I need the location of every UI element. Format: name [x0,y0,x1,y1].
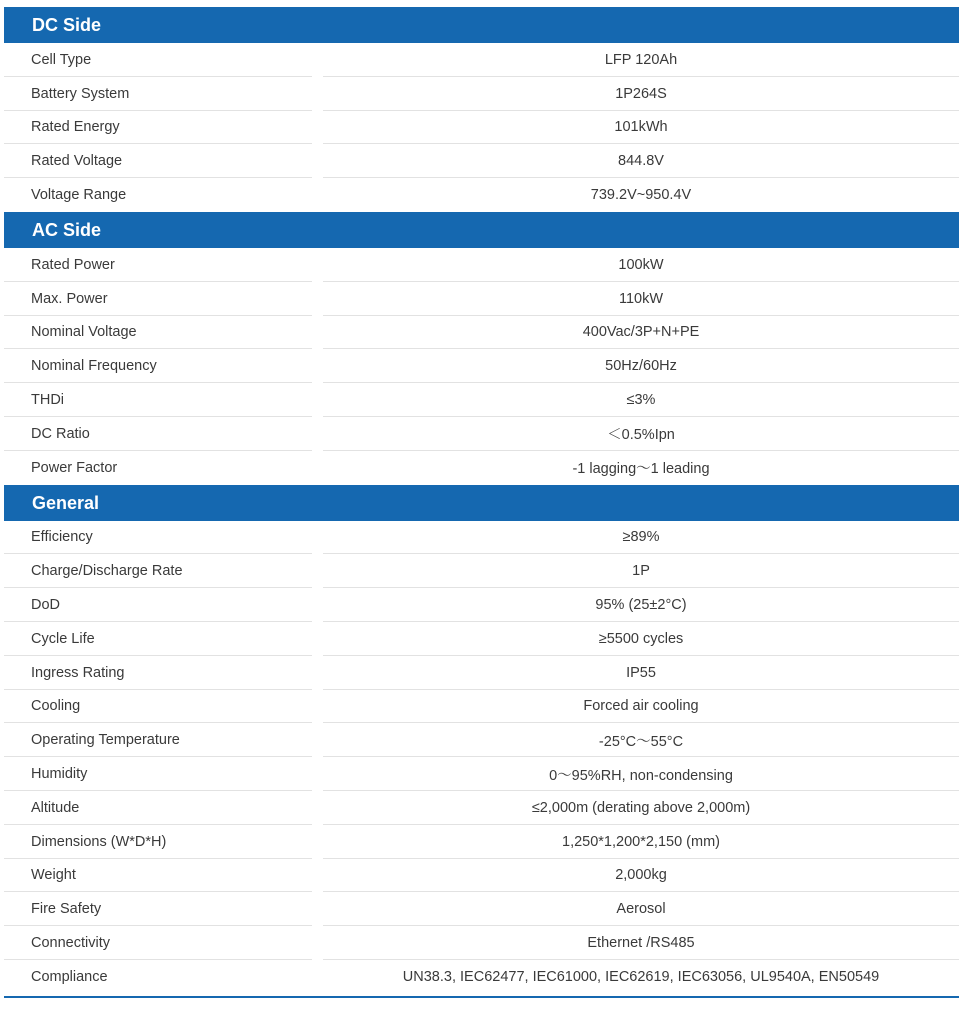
row-value: ≤3% [626,392,656,409]
row-label: DoD [31,597,61,614]
table-row [4,417,959,451]
row-value: 100kW [618,256,664,273]
row-value: IP55 [626,664,656,681]
row-value: 110kW [618,290,664,307]
row-label: Dimensions (W*D*H) [31,833,167,850]
table-row [4,554,959,588]
row-label: Cycle Life [31,630,95,647]
table-row [4,349,959,383]
row-label: Cell Type [31,51,92,68]
row-label: Rated Voltage [31,153,123,170]
table-row [4,316,959,350]
table-row [4,282,959,316]
row-label: Power Factor [31,459,118,476]
row-label: Humidity [31,766,88,783]
row-label: Operating Temperature [31,732,180,749]
table-row [4,178,959,212]
row-value: 2,000kg [615,867,667,884]
row-value: Aerosol [616,901,666,918]
row-value: UN38.3, IEC62477, IEC61000, IEC62619, IEC63056, UL9540A, EN50549 [402,968,880,985]
table-row [4,690,959,724]
table-row [4,588,959,622]
table-row [4,960,959,994]
table-row [4,757,959,791]
table-row [4,825,959,859]
table-row [4,622,959,656]
row-value: 1,250*1,200*2,150 (mm) [562,833,720,850]
row-label: Cooling [31,698,81,715]
table-row [4,451,959,485]
section-header-dc-side: DC Side [4,7,959,43]
row-label: Nominal Frequency [31,358,157,375]
row-value: 50Hz/60Hz [605,358,677,375]
table-row [4,791,959,825]
section-header-general: General [4,485,959,521]
row-label: THDi [31,392,65,409]
row-value: Ethernet /RS485 [587,935,695,952]
table-row [4,926,959,960]
table-row [4,723,959,757]
row-label: Efficiency [31,529,93,546]
row-label: Fire Safety [31,901,102,918]
row-label: Rated Power [31,256,115,273]
spec-sheet [4,7,959,998]
table-row [4,248,959,282]
row-value: 0～95%RH, non-condensing [549,767,733,784]
row-value: 1P [632,563,650,580]
row-label: Nominal Voltage [31,324,137,341]
row-label: Connectivity [31,935,110,952]
row-label: Ingress Rating [31,664,125,681]
row-label: Altitude [31,799,80,816]
row-label: Compliance [31,968,108,985]
row-value: ≥5500 cycles [598,630,684,647]
table-row [4,521,959,555]
row-label: Voltage Range [31,187,127,204]
bottom-divider [4,996,959,998]
table-row [4,111,959,145]
section-header-ac-side: AC Side [4,212,959,248]
row-value: 101kWh [614,119,668,136]
row-value: -1 lagging～1 leading [572,461,710,478]
row-label: DC Ratio [31,425,90,442]
row-value: ≤2,000m (derating above 2,000m) [531,799,751,816]
row-value: 844.8V [618,153,664,170]
row-value: 1P264S [615,85,667,102]
table-row [4,77,959,111]
row-value: 95% (25±2°C) [595,597,687,614]
table-row [4,892,959,926]
row-value: -25°C～55°C [598,733,684,750]
row-value: LFP 120Ah [604,51,678,68]
table-row [4,859,959,893]
row-label: Weight [31,867,76,884]
row-value: 739.2V~950.4V [590,187,692,204]
row-label: Max. Power [31,290,108,307]
row-value: ＜0.5%Ipn [607,427,675,444]
row-value: 400Vac/3P+N+PE [582,324,700,341]
row-label: Rated Energy [31,119,120,136]
table-row [4,656,959,690]
row-label: Battery System [31,85,130,102]
row-value: ≥89% [622,529,660,546]
row-label: Charge/Discharge Rate [31,563,183,580]
table-row [4,43,959,77]
row-value: Forced air cooling [583,698,699,715]
table-row [4,383,959,417]
table-row [4,144,959,178]
